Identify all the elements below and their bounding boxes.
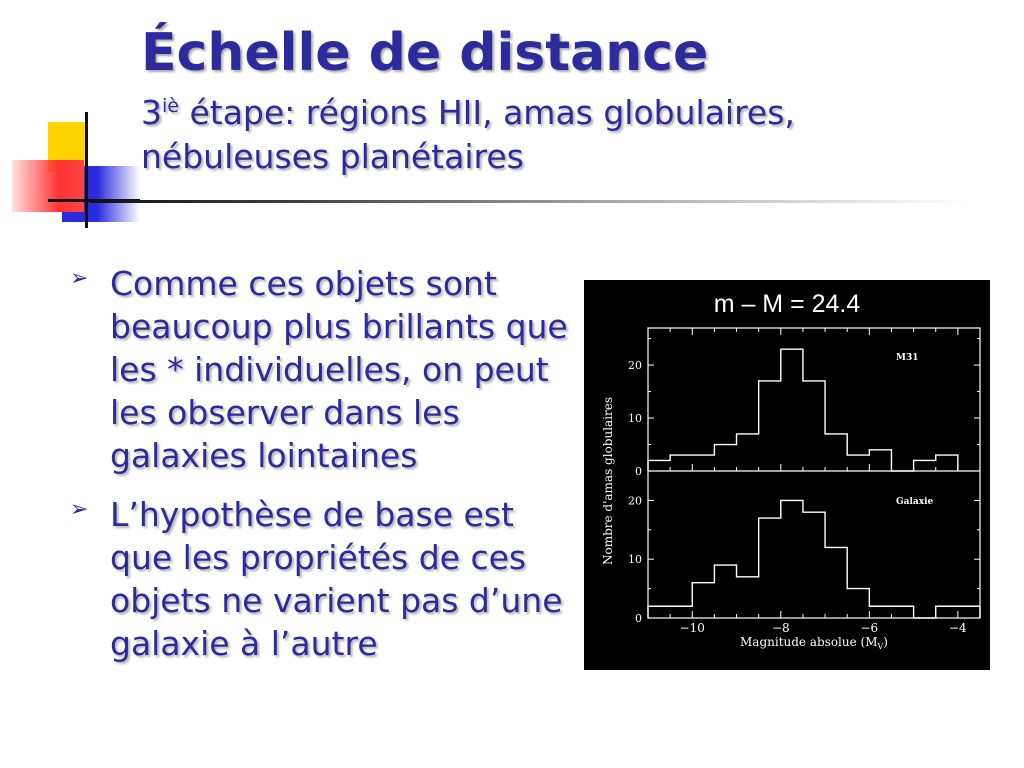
- arrow-bullet-icon: ➢: [70, 266, 89, 291]
- y-tick-label: 0: [635, 612, 642, 625]
- x-tick-label: −8: [771, 621, 790, 635]
- x-tick-label: −6: [860, 621, 879, 635]
- subtitle-line2: nébuleuses planétaires: [141, 137, 524, 176]
- slide-subtitle: [141, 84, 1001, 179]
- slide-title: Échelle de distance: [141, 23, 709, 83]
- title-block: [141, 22, 1001, 179]
- bullet-text: Comme ces objets sont beaucoup plus brillants que les * individuelles, on peut les observer dans les galaxies lointaines: [110, 264, 568, 475]
- y-tick-label: 20: [628, 359, 642, 373]
- decorative-logo: [0, 100, 140, 230]
- bullet-list: [70, 262, 570, 681]
- bullet-item: [70, 493, 570, 665]
- subtitle-line1: étape: régions HII, amas globulaires,: [178, 93, 795, 132]
- panel-label: M31: [896, 353, 919, 363]
- panel-label: Galaxie: [896, 497, 934, 507]
- histogram-series-top: [648, 349, 958, 471]
- x-tick-label: −4: [949, 621, 967, 635]
- y-tick-label: 10: [628, 553, 642, 567]
- logo-red-square: [12, 160, 84, 212]
- bullet-item: [70, 262, 570, 477]
- histogram-chart: [584, 280, 990, 670]
- y-tick-label: 20: [628, 494, 642, 508]
- plot-frame: [648, 328, 980, 618]
- histogram-figure: [584, 280, 990, 670]
- bullet-text: L’hypothèse de base est que les propriétés de ces objets ne varient pas d’une galaxie à l’autre: [110, 495, 563, 663]
- logo-vertical-line: [85, 112, 88, 228]
- y-axis-label: Nombre d'amas globulaires: [601, 396, 615, 566]
- distance-modulus-label: m – M = 24.4: [713, 290, 861, 318]
- histogram-series-bottom: [648, 500, 980, 618]
- subtitle-step-number: 3: [141, 93, 162, 132]
- arrow-bullet-icon: ➢: [70, 497, 89, 522]
- y-tick-label: 0: [635, 465, 642, 478]
- title-rule: [90, 200, 970, 203]
- x-tick-label: −10: [679, 621, 705, 635]
- subtitle-step-suffix: iè: [162, 95, 179, 117]
- y-tick-label: 10: [628, 412, 642, 426]
- x-axis-label: Magnitude absolue $(M_V)$: [740, 635, 888, 651]
